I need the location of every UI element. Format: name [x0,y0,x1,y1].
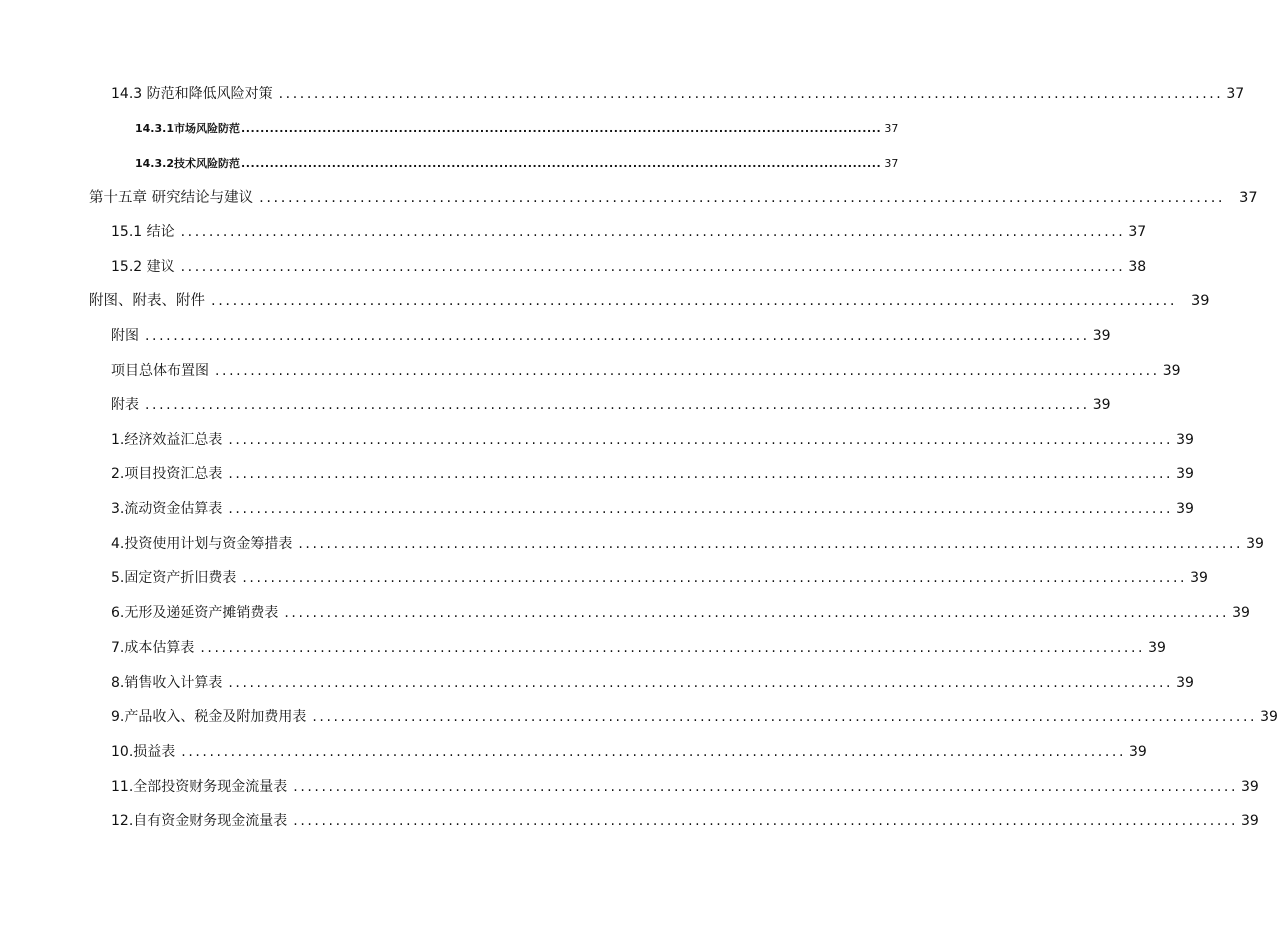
toc-entry-label: 11.全部投资财务现金流量表 [111,779,288,795]
toc-dot-leader: ...................................................................................................................................... [259,190,1226,206]
toc-page-number: 38 [1128,259,1147,275]
toc-entry-table-8[interactable] [111,673,1194,693]
toc-page-number: 37 [1239,190,1258,206]
toc-page-number: 39 [1176,675,1194,691]
toc-entry-14-3[interactable] [111,84,1245,104]
toc-entry-appendices[interactable] [89,291,1210,311]
toc-entry-table-4[interactable] [111,534,1264,554]
toc-dot-leader: ...................................................................................................................................... [145,397,1090,413]
toc-dot-leader: ...................................................................................................................................... [298,536,1244,552]
toc-dot-leader: ...................................................................................................................................... [228,432,1174,448]
toc-page-number: 39 [1176,432,1194,448]
toc-page-number: 39 [1162,363,1181,379]
toc-entry-table-11[interactable] [111,777,1259,797]
toc-entry-15-2[interactable] [111,257,1147,277]
toc-dot-leader: ...................................................................................................................................... [240,122,882,135]
toc-entry-label: 6.无形及递延资产摊销费表 [111,605,279,621]
toc-entry-chapter-15[interactable] [89,188,1258,208]
toc-entry-table-3[interactable] [111,499,1194,519]
toc-dot-leader: ...................................................................................................................................... [228,466,1174,482]
toc-page-number: 39 [1191,293,1210,309]
toc-entry-table-7[interactable] [111,638,1166,658]
toc-entry-label: 12.自有资金财务现金流量表 [111,813,288,829]
toc-entry-label: 9.产品收入、税金及附加费用表 [111,709,307,725]
toc-entry-site-layout[interactable] [111,361,1181,381]
toc-dot-leader: ...................................................................................................................................... [145,328,1090,344]
toc-dot-leader: ...................................................................................................................................... [200,640,1146,656]
toc-dot-leader: ...................................................................................................................................... [215,363,1160,379]
toc-entry-table-9[interactable] [111,707,1278,727]
toc-page-number: 37 [1128,224,1147,240]
toc-dot-leader: ...................................................................................................................................... [293,813,1238,829]
toc-entry-label: 10.损益表 [111,744,176,760]
toc-entry-label: 2.项目投资汇总表 [111,466,223,482]
toc-dot-leader: ...................................................................................................................................... [284,605,1230,621]
toc-page-number: 37 [884,122,899,135]
toc-entry-label: 15.2 建议 [111,259,175,275]
toc-entry-label: 第十五章 研究结论与建议 [89,190,254,206]
toc-entry-label: 附图 [111,328,139,344]
toc-entry-table-6[interactable] [111,603,1250,623]
toc-entry-label: 附图、附表、附件 [89,293,205,309]
toc-entry-label: 14.3.1市场风险防范 [135,122,240,135]
toc-entry-table-1[interactable] [111,430,1194,450]
toc-entry-label: 4.投资使用计划与资金筹措表 [111,536,293,552]
toc-entry-label: 14.3 防范和降低风险对策 [111,86,273,102]
toc-entry-label: 14.3.2技术风险防范 [135,157,240,170]
toc-page-number: 39 [1190,570,1208,586]
toc-dot-leader: ...................................................................................................................................... [180,259,1126,275]
toc-entry-15-1[interactable] [111,222,1147,242]
toc-dot-leader: ...................................................................................................................................... [240,157,882,170]
toc-entry-label: 1.经济效益汇总表 [111,432,223,448]
toc-dot-leader: ...................................................................................................................................... [228,675,1174,691]
toc-entry-figures[interactable] [111,326,1111,346]
toc-page-number: 37 [1226,86,1245,102]
toc-entry-label: 3.流动资金估算表 [111,501,223,517]
toc-dot-leader: ...................................................................................................................................... [228,501,1174,517]
toc-entry-label: 15.1 结论 [111,224,175,240]
toc-entry-tables[interactable] [111,395,1111,415]
toc-dot-leader: ...................................................................................................................................... [180,224,1126,240]
toc-dot-leader: ...................................................................................................................................... [312,709,1258,725]
toc-entry-14-3-1[interactable] [135,119,899,139]
toc-page-number: 39 [1176,501,1194,517]
toc-dot-leader: ...................................................................................................................................... [181,744,1126,760]
toc-entry-label: 附表 [111,397,139,413]
toc-entry-14-3-2[interactable] [135,154,899,174]
toc-page-number: 39 [1148,640,1166,656]
toc-page-number: 39 [1241,779,1259,795]
toc-dot-leader: ...................................................................................................................................... [293,779,1238,795]
toc-dot-leader: ...................................................................................................................................... [211,293,1178,309]
toc-dot-leader: ...................................................................................................................................... [278,86,1224,102]
toc-page-number: 37 [884,157,899,170]
toc-page-number: 39 [1260,709,1278,725]
toc-page-number: 39 [1176,466,1194,482]
toc-entry-table-12[interactable] [111,811,1259,831]
toc-entry-table-2[interactable] [111,464,1194,484]
toc-page-number: 39 [1232,605,1250,621]
toc-entry-label: 项目总体布置图 [111,363,209,379]
toc-entry-label: 5.固定资产折旧费表 [111,570,237,586]
toc-page-number: 39 [1129,744,1147,760]
toc-page-number: 39 [1246,536,1264,552]
toc-dot-leader: ...................................................................................................................................... [242,570,1188,586]
toc-page-number: 39 [1241,813,1259,829]
toc-page-number: 39 [1092,328,1111,344]
toc-page-number: 39 [1092,397,1111,413]
toc-entry-table-5[interactable] [111,568,1208,588]
toc-entry-label: 8.销售收入计算表 [111,675,223,691]
toc-entry-table-10[interactable] [111,742,1147,762]
toc-entry-label: 7.成本估算表 [111,640,195,656]
